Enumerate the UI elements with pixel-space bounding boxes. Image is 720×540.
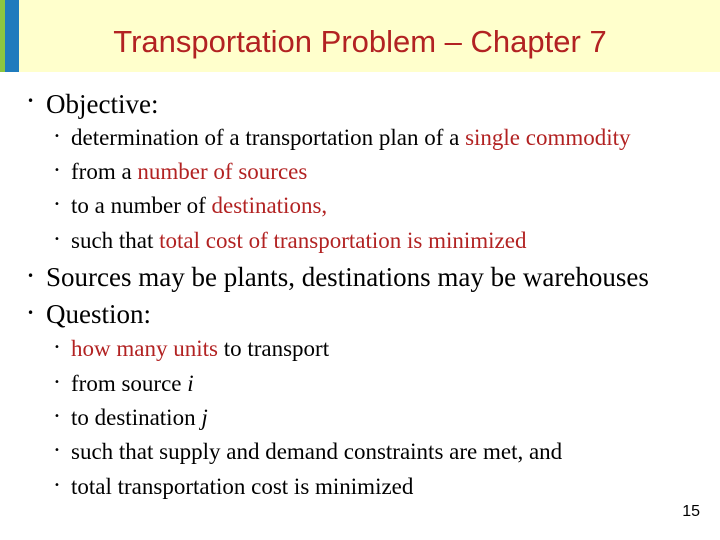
sources-statement: Sources may be plants, destinations may be warehouses xyxy=(46,262,649,292)
bullet-icon: • xyxy=(54,377,60,388)
title-banner xyxy=(0,0,720,72)
bullet-icon: • xyxy=(54,165,60,176)
bullet-icon: • xyxy=(27,269,35,283)
bullet-icon: • xyxy=(54,411,60,422)
question-item: from source i xyxy=(71,371,194,396)
bullet-icon: • xyxy=(54,445,60,456)
question-item: to destination j xyxy=(71,405,208,430)
objective-item: from a number of sources xyxy=(71,159,308,184)
bullet-icon: • xyxy=(27,306,35,320)
objective-item: to a number of destinations, xyxy=(71,193,328,218)
bullet-icon: • xyxy=(54,199,60,210)
objective-item: such that total cost of transportation is minimized xyxy=(71,228,527,253)
slide-title: Transportation Problem – Chapter 7 xyxy=(113,24,607,59)
question-item: such that supply and demand constraints are met, and xyxy=(71,439,563,464)
objective-heading: Objective: xyxy=(46,89,159,119)
bullet-icon: • xyxy=(54,480,60,491)
question-item: how many units to transport xyxy=(71,336,330,361)
question-heading: Question: xyxy=(46,299,151,329)
slide-body xyxy=(0,72,720,540)
question-item: total transportation cost is minimized xyxy=(71,474,414,499)
bullet-icon: • xyxy=(27,94,35,108)
bullet-icon: • xyxy=(54,342,60,353)
bullet-icon: • xyxy=(54,234,60,245)
bullet-icon: • xyxy=(54,131,60,142)
page-number: 15 xyxy=(682,503,700,520)
objective-item: determination of a transportation plan of a single commodity xyxy=(71,125,631,150)
